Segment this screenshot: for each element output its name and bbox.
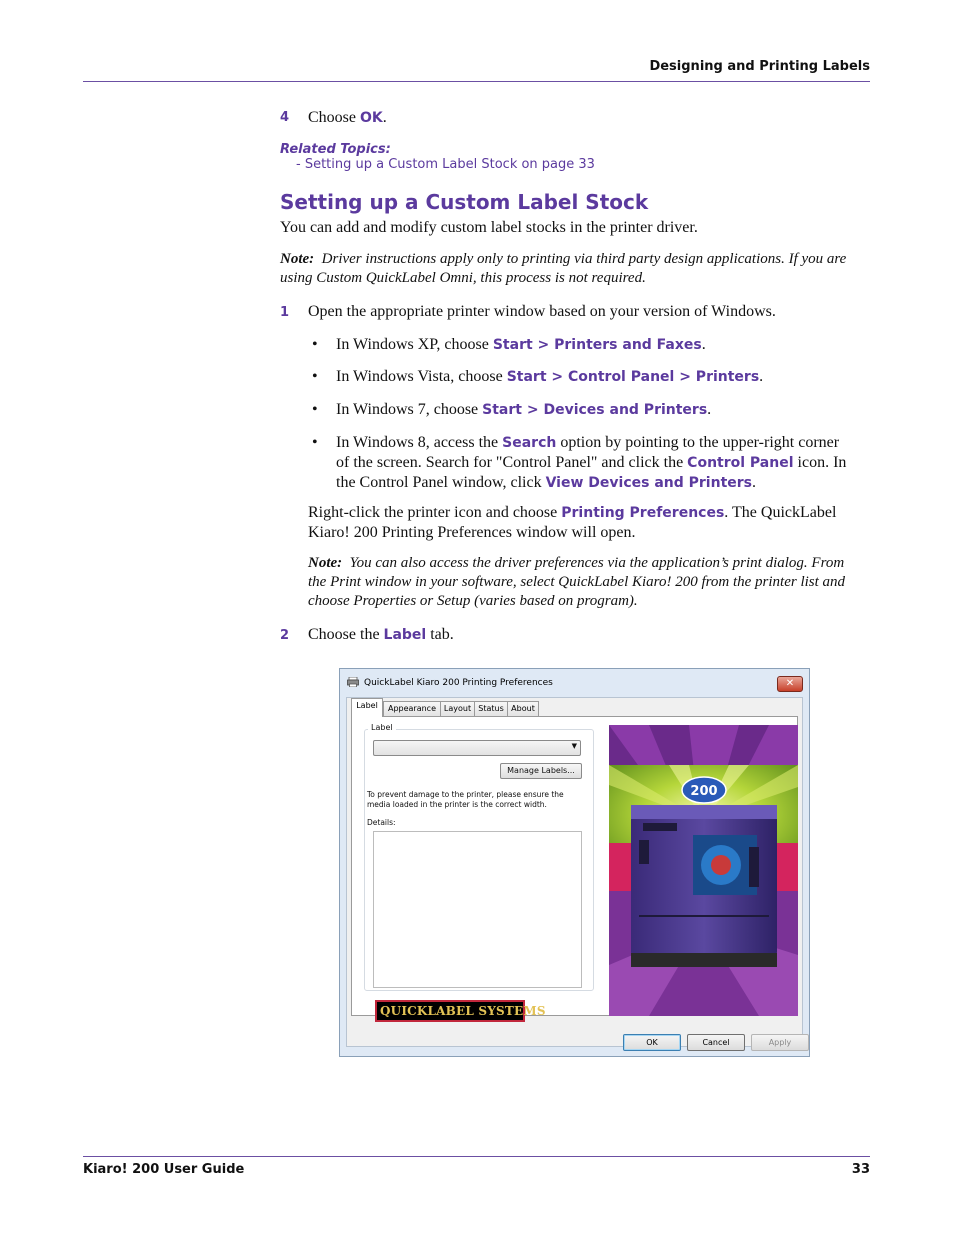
tab-status[interactable]: Status — [474, 701, 508, 716]
details-label: Details: — [367, 818, 396, 827]
menu-path: Start > Control Panel > Printers — [506, 369, 760, 385]
dialog-title: QuickLabel Kiaro 200 Printing Preferences — [364, 678, 553, 688]
label-select[interactable] — [373, 740, 581, 756]
apply-button[interactable]: Apply — [751, 1034, 809, 1051]
bullet-text: In Windows 8, access the — [336, 434, 503, 451]
page-number: 33 — [851, 1162, 870, 1177]
close-icon: ✕ — [785, 678, 795, 689]
bullet-text: In Windows XP, choose — [336, 336, 493, 353]
note-label: Note: — [280, 251, 315, 267]
printer-illustration — [609, 725, 798, 1016]
bullet-windows-7 — [336, 400, 711, 420]
control-panel-keyword: Control Panel — [687, 455, 794, 471]
tab-layout[interactable]: Layout — [440, 701, 475, 716]
note-line-2: using Custom QuickLabel Omni, this process is not required. — [280, 270, 646, 286]
close-button[interactable] — [777, 676, 803, 692]
bullet-dot: • — [312, 336, 318, 353]
instruction-text: Right-click the printer icon and choose — [308, 504, 562, 521]
search-keyword: Search — [502, 435, 557, 451]
note-label: Note: — [308, 555, 343, 571]
instruction-text: Kiaro! 200 Printing Preferences window will open. — [308, 524, 636, 541]
related-topic-link[interactable]: - Setting up a Custom Label Stock on page 33 — [296, 157, 595, 172]
step-number: 4 — [280, 110, 290, 125]
bullet-dot: • — [312, 368, 318, 385]
menu-path: Start > Printers and Faxes — [492, 337, 702, 353]
note-line-3: choose Properties or Setup (varies based on program). — [308, 593, 638, 609]
ok-button[interactable]: OK — [623, 1034, 681, 1051]
dialog-body — [346, 697, 803, 1047]
warning-line: To prevent damage to the printer, please ensure the — [367, 790, 564, 799]
bullet-windows-8 — [336, 433, 876, 493]
tab-about[interactable]: About — [507, 701, 539, 716]
bullet-windows-vista — [336, 367, 763, 387]
dialog-titlebar[interactable] — [340, 669, 809, 697]
warning-line: media loaded in the printer is the correct width. — [367, 800, 547, 809]
note-line-2: the Print window in your software, select QuickLabel Kiaro! 200 from the printer list and — [308, 574, 846, 590]
step-text-suffix: . — [382, 109, 387, 126]
bullet-text: of the screen. Search for "Control Panel" and click the — [336, 454, 688, 471]
step-text-suffix: tab. — [426, 626, 454, 643]
view-devices-keyword: View Devices and Printers — [545, 475, 752, 491]
step-text-prefix: Choose the — [308, 626, 384, 643]
printing-preferences-dialog — [339, 668, 810, 1057]
bullet-text: . — [752, 474, 756, 491]
footer-rule — [83, 1156, 870, 1157]
right-click-instruction — [308, 503, 868, 542]
kiaro-printer-image — [609, 725, 798, 1016]
svg-text:200: 200 — [690, 784, 718, 799]
header-rule — [83, 81, 870, 82]
ok-keyword: OK — [360, 110, 383, 126]
bullet-text: icon. In — [793, 454, 847, 471]
tab-label[interactable]: Label — [351, 698, 383, 717]
tab-appearance[interactable]: Appearance — [383, 701, 441, 716]
bullet-dot: • — [312, 434, 318, 451]
note-line-1: Driver instructions apply only to printing via third party design applications. If you are — [321, 251, 847, 267]
details-textbox[interactable] — [373, 831, 582, 988]
bullet-text: In Windows Vista, choose — [336, 368, 507, 385]
bullet-dot: • — [312, 401, 318, 418]
section-note — [280, 250, 875, 288]
section-title: Setting up a Custom Label Stock — [280, 190, 649, 214]
bullet-text: option by pointing to the upper-right corner — [556, 434, 840, 451]
step-text — [308, 625, 454, 645]
menu-path: Start > Devices and Printers — [482, 402, 708, 418]
step-text: Open the appropriate printer window based on your version of Windows. — [308, 303, 776, 320]
bullet-windows-xp — [336, 335, 706, 355]
logo-wordmark: QUICKLABEL SYSTEMS — [380, 1004, 546, 1018]
step-note — [308, 554, 876, 611]
footer-guide-title: Kiaro! 200 User Guide — [83, 1162, 245, 1177]
instruction-text: . The QuickLabel — [724, 504, 837, 521]
step-number: 1 — [280, 305, 290, 320]
step-number: 2 — [280, 628, 290, 643]
bullet-text: the Control Panel window, click — [336, 474, 546, 491]
media-width-warning — [367, 790, 577, 810]
step-text-prefix: Choose — [308, 109, 360, 126]
manage-labels-button[interactable]: Manage Labels... — [500, 763, 582, 779]
note-line-1: You can also access the driver preferences via the application’s print dialog. From — [349, 555, 845, 571]
printer-icon — [347, 677, 359, 687]
section-intro: You can add and modify custom label stocks in the printer driver. — [280, 219, 698, 236]
printing-preferences-keyword: Printing Preferences — [561, 505, 725, 521]
cancel-button[interactable]: Cancel — [687, 1034, 745, 1051]
bullet-text: . — [707, 401, 712, 418]
step-text — [308, 108, 387, 128]
bullet-text: . — [759, 368, 764, 385]
related-topics-title: Related Topics: — [280, 142, 391, 157]
label-group-title: Label — [368, 723, 396, 732]
quicklabel-systems-logo — [375, 1000, 546, 1022]
bullet-text: . — [701, 336, 706, 353]
label-keyword: Label — [383, 627, 427, 643]
running-header: Designing and Printing Labels — [649, 59, 870, 74]
bullet-text: In Windows 7, choose — [336, 401, 483, 418]
chevron-down-icon: ▼ — [571, 742, 577, 750]
